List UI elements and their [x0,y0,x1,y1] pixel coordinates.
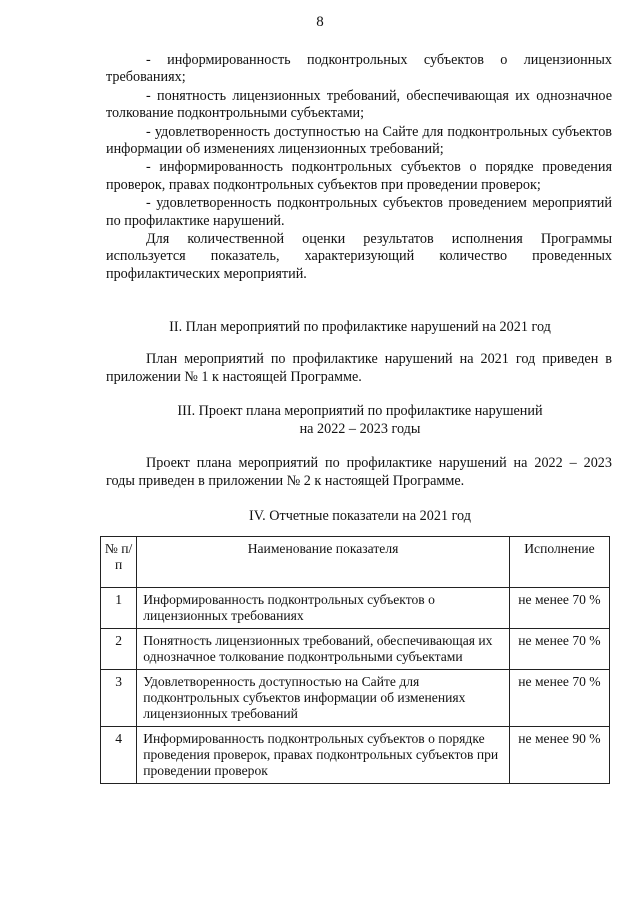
header-exec: Исполнение [509,537,609,588]
table-row [101,588,610,629]
header-num: № п/п [101,537,137,588]
bullet-paragraph: - понятность лицензионных требований, обеспечивающая их однозначное толкование подконтрольными субъектами; [106,87,612,122]
row-name: Информированность подконтрольных субъектов о лицензионных требованиях [137,588,510,629]
section-4-title: IV. Отчетные показатели на 2021 год [249,508,471,524]
summary-paragraph: Для количественной оценки результатов исполнения Программы используется показатель, характеризующий количество проведенных профилактических мероприятий. [106,231,612,282]
section-3-title [90,402,630,438]
section-2-text: План мероприятий по профилактике нарушений на 2021 год приведен в приложении № 1 к настоящей Программе. [106,351,612,385]
table-header-row [101,537,610,588]
row-exec: не менее 70 % [509,588,609,629]
bullet-paragraph: - удовлетворенность подконтрольных субъектов проведением мероприятий по профилактике нарушений. [106,195,612,229]
section-3-text: Проект плана мероприятий по профилактике нарушений на 2022 – 2023 годы приведен в приложении № 2 к настоящей Программе. [106,455,612,489]
row-exec: не менее 70 % [509,670,609,727]
table-row [101,629,610,670]
row-num: 1 [101,588,137,629]
table-row [101,727,610,784]
table-row [101,670,610,727]
indicators-table [100,536,610,784]
section-2-title: II. План мероприятий по профилактике нарушений на 2021 год [169,319,551,335]
row-name: Удовлетворенность доступностью на Сайте для подконтрольных субъектов информации об изменениях лицензионных требований [137,670,510,727]
row-exec: не менее 70 % [509,629,609,670]
row-name: Информированность подконтрольных субъектов о порядке проведения проверок, правах подконтрольных субъектов при проведении проверок [137,727,510,784]
row-num: 4 [101,727,137,784]
section-3-title-line1: III. Проект плана мероприятий по профилактике нарушений [177,403,543,419]
section-3-title-line2: на 2022 – 2023 годы [299,421,421,437]
intro-text-block [106,52,612,284]
page-number: 8 [316,14,324,30]
bullet-paragraph: - информированность подконтрольных субъектов о порядке проведения проверок, правах подконтрольных субъектов при проведении проверок; [106,159,612,193]
row-num: 3 [101,670,137,727]
bullet-paragraph: - информированность подконтрольных субъектов о лицензионных требованиях; [106,52,612,86]
header-name: Наименование показателя [137,537,510,588]
bullet-paragraph: - удовлетворенность доступностью на Сайте для подконтрольных субъектов информации об изменениях лицензионных требований; [106,123,612,158]
row-exec: не менее 90 % [509,727,609,784]
row-name: Понятность лицензионных требований, обеспечивающая их однозначное толкование подконтрольными субъектами [137,629,510,670]
row-num: 2 [101,629,137,670]
